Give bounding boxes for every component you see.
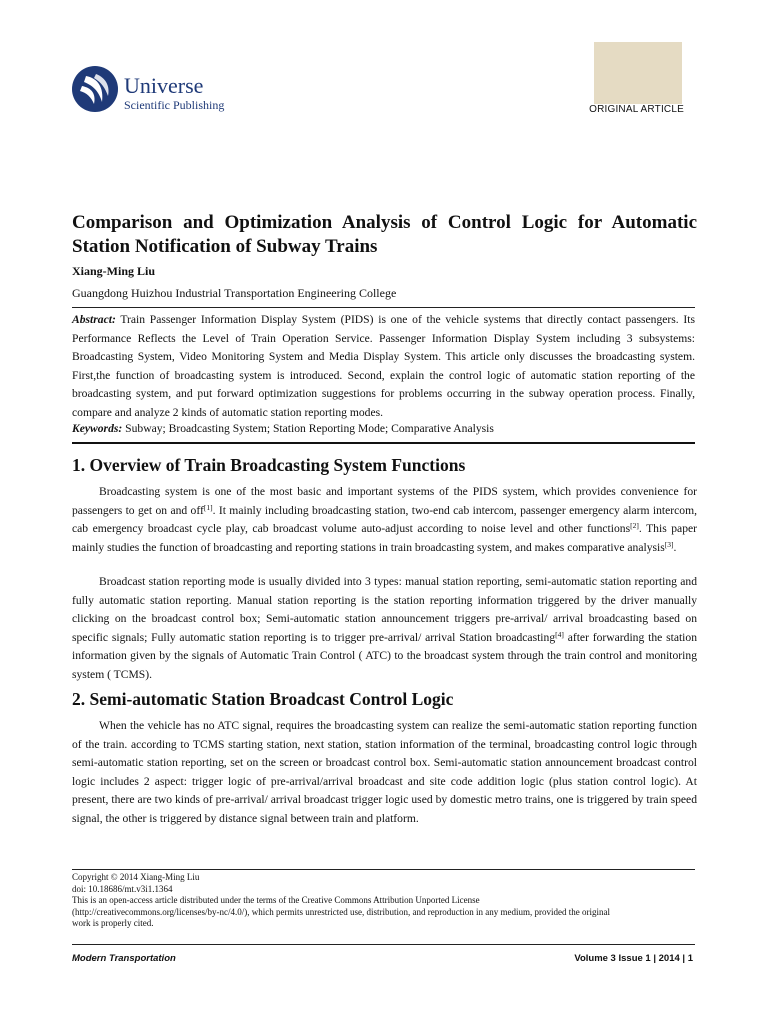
section-1-paragraph-2: Broadcast station reporting mode is usually divided into 3 types: manual station reporting, semi-automatic station reporting and fully automatic station reporting. Manual station reporting is the station reporting information triggered by the driver manually clicking on the broadcast control box; Semi-automatic station announcement triggers pre-arrival/ arrival broadcasting based on specific signals; Fully automatic station reporting is to trigger pre-arrival/ arrival Station broadcasting[4] after forwarding the station information given by the signals of Automatic Train Control ( ATC) to the broadcast system through the train control and monitoring system ( TCMS). <box>72 575 697 681</box>
footnote-rule <box>72 869 695 870</box>
publisher-subtitle: Scientific Publishing <box>124 98 225 112</box>
article-type-label: ORIGINAL ARTICLE <box>589 104 684 115</box>
license-line-3: work is properly cited. <box>72 918 154 929</box>
citation-3[interactable]: [3] <box>664 539 674 549</box>
publisher-logo-icon <box>72 66 118 112</box>
keywords <box>72 422 695 436</box>
license-line-2[interactable]: (http://creativecommons.org/licenses/by-nc/4.0/), which permits unrestricted use, distribution, and reproduction in any medium, provided the original <box>72 906 610 917</box>
section-1-paragraph-1: Broadcasting system is one of the most basic and important systems of the PIDS system, which provides convenience for passengers to get on and off[1]. It mainly including broadcasting station, two-end cab intercom, passenger emergency alarm intercom, cab emergency broadcast cycle play, cab broadcast volume auto-adjust according to noise level and other functions[2]. This paper mainly studies the function of broadcasting and reporting stations in train broadcasting system, and makes comparative analysis[3]. <box>72 485 697 554</box>
issue-page-info: Volume 3 Issue 1 | 2014 | 1 <box>574 953 693 964</box>
author-name: Xiang-Ming Liu <box>72 264 156 278</box>
citation-2[interactable]: [2] <box>630 521 639 531</box>
citation-1[interactable]: [1] <box>203 502 213 512</box>
author-affiliation: Guangdong Huizhou Industrial Transportation Engineering College <box>72 286 397 300</box>
copyright-footnote <box>72 872 697 930</box>
paper-title: Comparison and Optimization Analysis of Control Logic for Automatic Station Notification of Subway Trains <box>72 212 697 257</box>
publisher-name: Universe <box>124 73 204 98</box>
article-type-badge <box>594 42 682 104</box>
footer-rule <box>72 944 695 945</box>
publisher-logo <box>72 66 272 116</box>
abstract-text: Train Passenger Information Display System (PIDS) is one of the vehicle systems that directly contact passengers. Its Performance Reflects the Level of Train Operation Service. Passenger Information Display System including 3 subsystems: Broadcasting System, Video Monitoring System and Media Display System. This article only discusses the broadcasting system. First,the function of broadcasting system is introduced. Second, explain the control logic of automatic station reporting of the broadcasting system, and put forward optimization suggestions for problems occurring in the subway operation process. Finally, compare and analyze 2 kinds of automatic station reporting modes. <box>72 313 695 419</box>
abstract-label: Abstract: <box>72 313 116 326</box>
abstract <box>72 311 695 423</box>
copyright-line: Copyright © 2014 Xiang-Ming Liu <box>72 872 200 882</box>
keywords-label: Keywords: <box>72 422 123 435</box>
section-2-paragraph-1: When the vehicle has no ATC signal, requires the broadcasting system can realize the semi-automatic station reporting function of the train. according to TCMS starting station, next station, station information of the terminal, broadcasting control logic through semi-automatic station reporting, set on the screen or broadcast control box. Semi-automatic station announcement broadcast control logic includes 2 aspect: trigger logic of pre-arrival/arrival broadcast and site code addition logic (plus station control logic). At present, there are two kinds of pre-arrival/ arrival broadcast trigger logic used by domestic metro trains, one is triggered by train speed signal, the other is triggered by distance signal between train and platform. <box>72 719 697 825</box>
license-line-1: This is an open-access article distributed under the terms of the Creative Commons Attribution Unported License <box>72 895 480 906</box>
abstract-top-rule <box>72 307 695 308</box>
abstract-bottom-rule <box>72 442 695 444</box>
citation-4[interactable]: [4] <box>555 629 564 639</box>
section-1-heading: 1. Overview of Train Broadcasting System Functions <box>72 455 466 475</box>
journal-name: Modern Transportation <box>72 953 176 964</box>
doi-line[interactable]: doi: 10.18686/mt.v3i1.1364 <box>72 883 173 894</box>
keywords-text: Subway; Broadcasting System; Station Reporting Mode; Comparative Analysis <box>125 422 494 435</box>
section-2-heading: 2. Semi-automatic Station Broadcast Control Logic <box>72 689 454 709</box>
